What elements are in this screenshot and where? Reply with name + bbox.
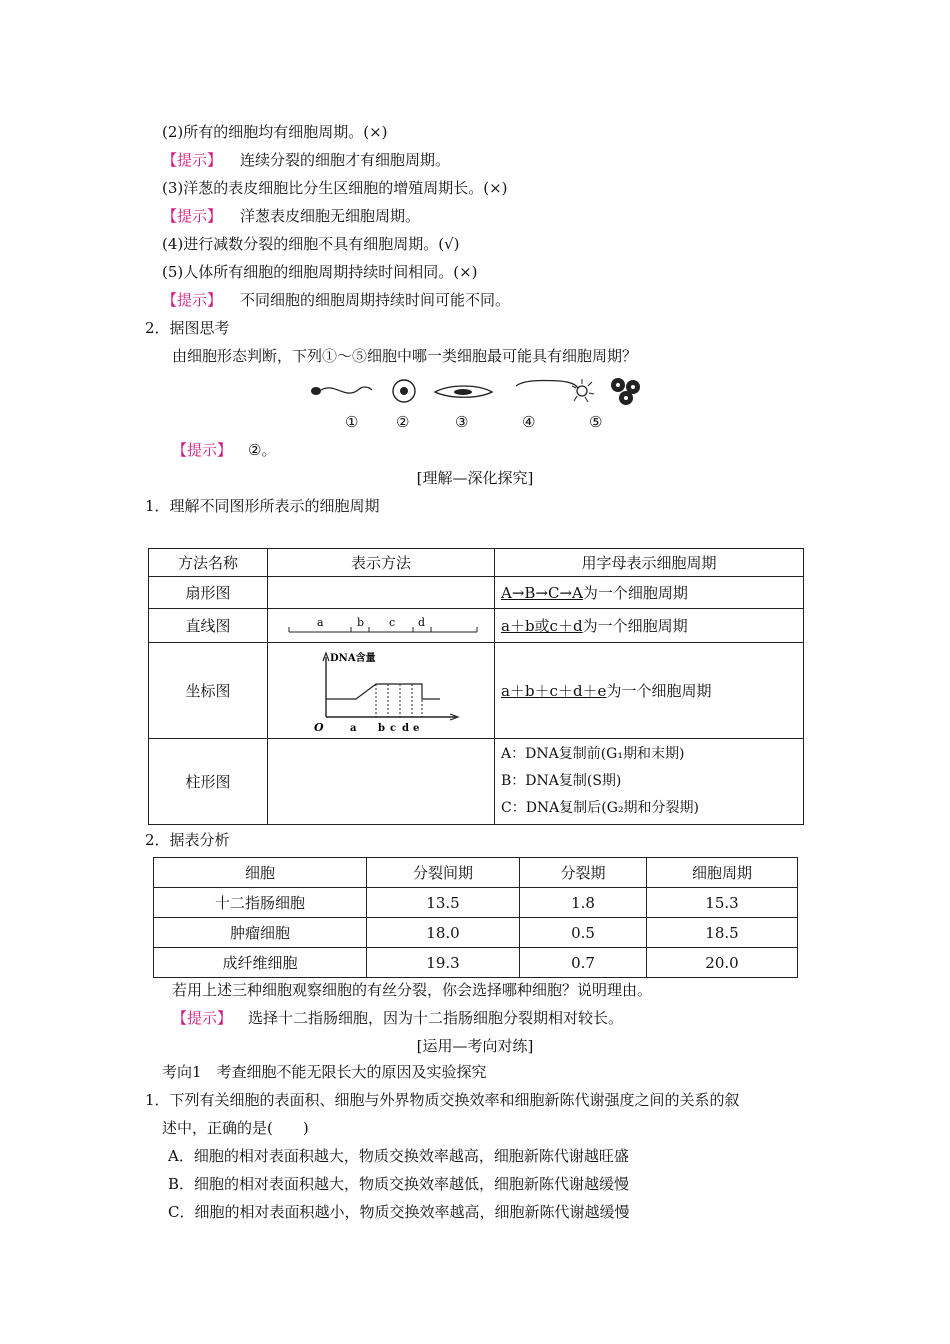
table-row bbox=[154, 888, 798, 918]
hint-text: 连续分裂的细胞才有细胞周期。 bbox=[240, 151, 451, 169]
method-name: 扇形图 bbox=[149, 577, 268, 609]
table-cell: 18.5 bbox=[647, 918, 798, 948]
cell-5-icon bbox=[611, 378, 640, 405]
method-graphic bbox=[268, 643, 495, 739]
table-cell: 18.0 bbox=[367, 918, 520, 948]
header-cell: 细胞 bbox=[154, 858, 367, 888]
hint-tag: 【提示】 bbox=[162, 151, 223, 169]
hint-text: 选择十二指肠细胞，因为十二指肠细胞分裂期相对较长。 bbox=[248, 1009, 624, 1027]
problem-1-line-2: 述中，正确的是( ) bbox=[162, 1119, 309, 1137]
option-a: A．细胞的相对表面积越大，物质交换效率越高，细胞新陈代谢越旺盛 bbox=[168, 1147, 629, 1165]
table-header-row bbox=[154, 858, 798, 888]
hint-5 bbox=[162, 290, 510, 310]
graph-xlabel-a: a bbox=[350, 722, 357, 734]
method-name: 坐标图 bbox=[149, 643, 268, 739]
method-graphic bbox=[268, 609, 495, 643]
table-row bbox=[149, 577, 804, 609]
cell-label-1: ① bbox=[345, 413, 359, 431]
header-cell: 分裂间期 bbox=[367, 858, 520, 888]
cell-cycle-methods-table bbox=[148, 548, 804, 825]
bar-desc-c: C：DNA复制后(G₂期和分裂期) bbox=[501, 800, 700, 816]
understand-1-title: 1．理解不同图形所表示的细胞周期 bbox=[145, 497, 380, 515]
hint-text: 不同细胞的细胞周期持续时间可能不同。 bbox=[240, 291, 511, 309]
header-cell: 细胞周期 bbox=[647, 858, 798, 888]
cell-3-icon bbox=[435, 386, 492, 397]
method-desc bbox=[495, 609, 804, 643]
hint-tag: 【提示】 bbox=[162, 207, 223, 225]
statement-4: (4)进行减数分裂的细胞不具有细胞周期。(√) bbox=[162, 235, 460, 253]
problem-1-line-1: 1．下列有关细胞的表面积、细胞与外界物质交换效率和细胞新陈代谢强度之间的关系的叙 bbox=[145, 1091, 740, 1109]
method-desc bbox=[495, 739, 804, 825]
desc-rest: 为一个细胞周期 bbox=[582, 584, 688, 602]
graph-xlabel-b: b bbox=[378, 722, 385, 734]
cell-4-icon bbox=[516, 379, 594, 402]
table-cell: 成纤维细胞 bbox=[154, 948, 367, 978]
line-diagram bbox=[281, 612, 481, 640]
hint-3 bbox=[162, 206, 420, 226]
table-row bbox=[154, 918, 798, 948]
cell-label-5: ⑤ bbox=[589, 413, 603, 431]
bar-desc-a: A：DNA复制前(G₁期和末期) bbox=[501, 746, 685, 762]
table-row bbox=[154, 948, 798, 978]
understand-2-title: 2．据表分析 bbox=[145, 831, 230, 849]
cell-2-icon bbox=[393, 380, 415, 402]
method-graphic bbox=[268, 577, 495, 609]
hint-6 bbox=[172, 440, 276, 460]
desc-underlined: a＋b＋c＋d＋e bbox=[501, 682, 607, 700]
desc-underlined: a＋b或c＋d bbox=[501, 617, 583, 635]
bar-desc-b: B：DNA复制(S期) bbox=[501, 773, 622, 789]
statement-5: (5)人体所有细胞的细胞周期持续时间相同。(×) bbox=[162, 263, 478, 281]
table-cell: 13.5 bbox=[367, 888, 520, 918]
statement-2: (2)所有的细胞均有细胞周期。(×) bbox=[162, 123, 388, 141]
desc-rest: 为一个细胞周期 bbox=[606, 682, 712, 700]
hint-tag: 【提示】 bbox=[172, 1009, 233, 1027]
graph-xlabel-e: e bbox=[413, 722, 420, 734]
hint-7 bbox=[172, 1008, 623, 1028]
table-cell: 19.3 bbox=[367, 948, 520, 978]
cell-shapes-figure bbox=[300, 372, 650, 412]
section-2-title: 2．据图思考 bbox=[145, 319, 230, 337]
hint-text: 洋葱表皮细胞无细胞周期。 bbox=[240, 207, 421, 225]
header-cell: 方法名称 bbox=[149, 549, 268, 577]
understand-2-question: 若用上述三种细胞观察细胞的有丝分裂，你会选择哪种细胞？说明理由。 bbox=[172, 981, 653, 999]
desc-rest: 为一个细胞周期 bbox=[582, 617, 688, 635]
dna-content-graph bbox=[314, 647, 464, 735]
line-label-c: c bbox=[389, 615, 396, 629]
header-cell: 表示方法 bbox=[268, 549, 495, 577]
table-row bbox=[149, 609, 804, 643]
kaoxiang-title: 考向1 考查细胞不能无限长大的原因及实验探究 bbox=[162, 1063, 487, 1081]
cell-label-2: ② bbox=[396, 413, 410, 431]
header-cell: 分裂期 bbox=[520, 858, 647, 888]
method-desc bbox=[495, 643, 804, 739]
section-apply-heading: [运用—考向对练] bbox=[416, 1037, 534, 1055]
table-cell: 20.0 bbox=[647, 948, 798, 978]
option-b: B．细胞的相对表面积越大，物质交换效率越低，细胞新陈代谢越缓慢 bbox=[168, 1175, 630, 1193]
table-cell: 0.5 bbox=[520, 918, 647, 948]
method-name: 柱形图 bbox=[149, 739, 268, 825]
section-understand-heading: [理解—深化探究] bbox=[416, 469, 534, 487]
graph-xlabel-c: c bbox=[390, 722, 397, 734]
hint-tag: 【提示】 bbox=[162, 291, 223, 309]
cell-label-4: ④ bbox=[522, 413, 536, 431]
table-cell: 1.8 bbox=[520, 888, 647, 918]
table-header-row bbox=[149, 549, 804, 577]
table-row bbox=[149, 643, 804, 739]
cell-1-icon bbox=[311, 387, 372, 395]
desc-underlined: A→B→C→A bbox=[501, 584, 583, 602]
cell-period-table bbox=[153, 857, 798, 978]
graph-xlabel-d: d bbox=[402, 722, 409, 734]
method-name: 直线图 bbox=[149, 609, 268, 643]
graph-ylabel: DNA含量 bbox=[330, 652, 376, 664]
option-c: C．细胞的相对表面积越小，物质交换效率越高，细胞新陈代谢越缓慢 bbox=[168, 1203, 630, 1221]
table-cell: 15.3 bbox=[647, 888, 798, 918]
method-desc bbox=[495, 577, 804, 609]
graph-origin: O bbox=[314, 720, 324, 734]
header-cell: 用字母表示细胞周期 bbox=[495, 549, 804, 577]
line-label-a: a bbox=[317, 615, 324, 629]
table-row bbox=[149, 739, 804, 825]
hint-tag: 【提示】 bbox=[172, 441, 233, 459]
cell-label-3: ③ bbox=[455, 413, 469, 431]
method-graphic bbox=[268, 739, 495, 825]
table-cell: 0.7 bbox=[520, 948, 647, 978]
section-2-question: 由细胞形态判断，下列①～⑤细胞中哪一类细胞最可能具有细胞周期？ bbox=[172, 347, 638, 365]
table-cell: 肿瘤细胞 bbox=[154, 918, 367, 948]
table-cell: 十二指肠细胞 bbox=[154, 888, 367, 918]
hint-text: ②。 bbox=[248, 441, 277, 459]
line-label-d: d bbox=[418, 615, 426, 629]
statement-3: (3)洋葱的表皮细胞比分生区细胞的增殖周期长。(×) bbox=[162, 179, 508, 197]
line-label-b: b bbox=[357, 615, 365, 629]
hint-2 bbox=[162, 150, 450, 170]
